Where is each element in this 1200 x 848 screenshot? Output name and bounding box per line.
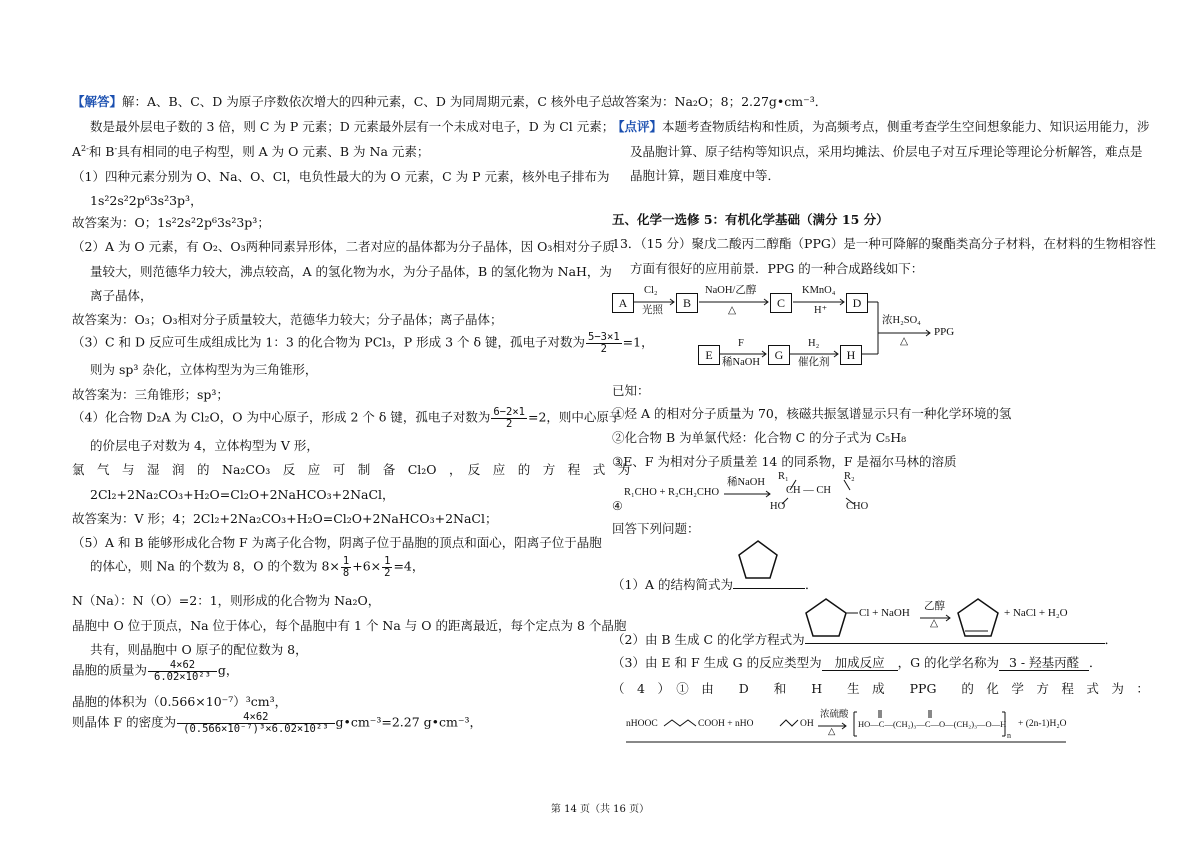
answer-line-24 (72, 660, 238, 682)
compound-h-box: H (840, 345, 862, 365)
answer-line-14 (72, 407, 621, 429)
text: 和 B (88, 144, 115, 159)
text: （1）A 的结构简式为 (612, 577, 733, 592)
section-heading: 五、化学一选修 5：有机化学基础（满分 15 分） (612, 212, 889, 227)
compound-e-box: E (698, 345, 720, 365)
page-footer: 第 14 页（共 16 页） (550, 804, 650, 815)
text: +6× (352, 558, 382, 574)
answer-line-23: 共有，则晶胞中 O 原子的配位数为 8， (90, 642, 308, 657)
text: =4， (393, 558, 425, 574)
answer-line-25: 晶胞的体积为（0.566×10⁻⁷）³cm³， (72, 694, 288, 709)
fraction-den: 2 (384, 566, 391, 579)
fraction-num: 4×62 (148, 660, 217, 672)
compound-b-box: B (676, 293, 698, 313)
answer-line-5: 1s²2s²2p⁶3s²3p³， (90, 193, 203, 208)
answer-line-22: 晶胞中 O 位于顶点，Na 位于体心，每个晶胞中有 1 个 Na 与 O 的距离最近，每个定点为 8 个晶胞 (72, 618, 627, 633)
text: ． (1104, 632, 1118, 647)
known-4-reactants: R₁CHO + R₂CH₂CHO (624, 487, 720, 498)
known-1: ①烃 A 的相对分子质量为 70，核磁共振氢谱显示只有一种化学环境的氢 (612, 406, 1012, 421)
cond-bc-bot: △ (728, 305, 737, 316)
text: ． (1089, 655, 1102, 670)
text: ． (804, 577, 818, 592)
text: =1， (622, 334, 654, 350)
compound-g-box: G (768, 345, 790, 365)
questions-heading: 回答下列问题： (612, 521, 700, 536)
equation-4-cond-top: 浓硫酸 (820, 710, 849, 720)
answer-line-13: 故答案为：三角锥形；sp³； (72, 387, 229, 402)
cond-bc-top: NaOH/乙醇 (705, 285, 757, 296)
answer-line-19: （5）A 和 B 能够形成化合物 F 为离子化合物，阴离子位于晶胞的顶点和面心，阳离子位于晶胞 (72, 535, 602, 550)
cond-ppg-top: 浓H₂SO₄ (882, 315, 921, 326)
fraction-den: (0.566×10⁻⁷)³×6.02×10²³ (183, 722, 329, 735)
text: 本题考查物质结构和性质，为高频考点，侧重考查学生空间想象能力、知识运用能力，涉 (662, 119, 1150, 134)
fraction-den: 8 (342, 566, 350, 579)
answer-line-20 (90, 556, 424, 578)
equation-4-lhs-1: nHOOC (626, 719, 658, 729)
answer-line-21: N（Na）：N（O）=2：1，则形成的化合物为 Na₂O， (72, 593, 381, 608)
text: （2）由 B 生成 C 的化学方程式为 (612, 632, 805, 647)
answer-line-8: 量较大，则范德华力较大，沸点较高，A 的氢化物为水，为分子晶体，B 的氢化物为 NaH，为 (90, 264, 612, 279)
answer-line-26 (72, 712, 482, 734)
equation-2-cond-top: 乙醇 (924, 601, 945, 612)
text: g•cm⁻³=2.27 g•cm⁻³， (335, 714, 482, 730)
equation-2-cond-bot: △ (930, 618, 939, 629)
answer-line-2: 数是最外层电子数的 3 倍，则 C 为 P 元素；D 元素最外层有一个未成对电子，D 为 Cl 元素； (90, 119, 615, 134)
answer-line-1 (72, 96, 613, 109)
question-13-line-1: 13．（15 分）聚戊二酸丙二醇酯（PPG）是一种可降解的聚酯类高分子材料，在材料的生物相容性 (612, 236, 1156, 251)
equation-2-reactants: Cl + NaOH (859, 607, 910, 619)
product-ppg: PPG (934, 326, 955, 338)
cond-ab-top: Cl₂ (644, 285, 658, 296)
known-heading: 已知： (612, 383, 650, 398)
equation-4-n: n (1007, 731, 1011, 740)
fraction-num: 4×62 (177, 712, 334, 724)
comment-tag: 【点评】 (612, 119, 663, 134)
fraction-num: 1 (384, 555, 391, 567)
cond-eg-bot: 稀NaOH (722, 357, 760, 368)
answer-tag: 【解答】 (72, 94, 123, 109)
answer-line-18: 故答案为：V 形；4；2Cl₂+2Na₂CO₃+H₂O=Cl₂O+2NaHCO₃+2NaCl； (72, 511, 498, 526)
cond-cd-bot: H⁺ (814, 305, 828, 316)
equation-4-lhs-2: COOH + nHO (698, 719, 754, 729)
answer-3-blank-2: 3 - 羟基丙醛 (999, 657, 1089, 671)
known-4-r1: R₁ (778, 471, 789, 482)
text: - (114, 143, 118, 153)
fraction (382, 556, 392, 578)
answer-line-3 (72, 143, 430, 159)
question-3 (612, 657, 1102, 671)
text: 具有相同的电子构型，则 A 为 O 元素、B 为 Na 元素； (117, 144, 430, 159)
text: g， (217, 662, 239, 678)
cond-gh-bot: 催化剂 (798, 357, 830, 368)
text: （3）由 E 和 F 生成 G 的反应类型为 (612, 655, 822, 670)
answer-line-17: 2Cl₂+2Na₂CO₃+H₂O=Cl₂O+2NaHCO₃+2NaCl， (90, 487, 395, 502)
fraction (341, 556, 351, 578)
fraction-num: 6−2×1 (493, 406, 525, 418)
fraction-num: 5−3×1 (588, 331, 620, 343)
synthesis-scheme (610, 282, 960, 374)
cond-gh-top: H₂ (808, 338, 820, 349)
question-13-line-2: 方面有很好的应用前景．PPG 的一种合成路线如下： (630, 261, 924, 276)
known-4-r2: R₂ (844, 471, 855, 482)
equation-2 (800, 596, 1090, 640)
text: =2，则中心原子 (527, 409, 622, 425)
equation-4-polymer: HO—C—(CH₂)₃—C—O—(CH₂)₃—O—H (858, 719, 1007, 729)
cond-cd-top: KMnO₄ (802, 285, 836, 296)
known-4-marker: ④ (612, 499, 623, 513)
known-4-condition: 稀NaOH (727, 477, 765, 488)
known-4-cho: CHO (846, 501, 869, 512)
text: 解：A、B、C、D 为原子序数依次增大的四种元素，C、D 为同周期元素，C 核外电子总 (122, 94, 614, 109)
equation-4-water: + (2n-1)H₂O (1018, 719, 1067, 729)
text: 则晶体 F 的密度为 (72, 714, 177, 730)
answer-line-4: （1）四种元素分别为 O、Na、O、Cl，电负性最大的为 O 元素，C 为 P 元素，核外电子排布为 (72, 169, 610, 184)
equation-4-lhs-3: OH (800, 719, 814, 729)
known-4-ho: HO (770, 501, 786, 512)
answer-line-11 (72, 332, 654, 354)
comment-line-3: 晶胞计算，题目难度中等． (630, 168, 781, 183)
comment-line-1 (612, 121, 1150, 134)
text: A (72, 144, 82, 159)
text: 晶胞的质量为 (72, 662, 148, 678)
fraction (148, 660, 217, 682)
compound-a-box: A (612, 293, 634, 313)
answer-line-12: 则为 sp³ 杂化，立体构型为为三角锥形， (90, 362, 318, 377)
fraction-den: 2 (506, 417, 513, 430)
fraction-num: 1 (342, 555, 350, 567)
equation-4 (626, 706, 1066, 746)
text: 的体心，则 Na 的个数为 8，O 的个数为 8× (90, 558, 340, 574)
cond-eg-top: F (738, 338, 744, 349)
answer-line-15: 的价层电子对数为 4，立体构型为 V 形， (90, 438, 319, 453)
fraction (177, 712, 334, 734)
cyclopentane-structure (734, 536, 794, 588)
compound-c-box: C (770, 293, 792, 313)
known-3: ③E、F 为相对分子质量差 14 的同系物，F 是福尔马林的溶质 (612, 454, 957, 469)
answer-line-7: （2）A 为 O 元素，有 O₂、O₃两种同素异形体，二者对应的晶体都为分子晶体，因 O₃相对分子质 (72, 239, 615, 254)
comment-line-2: 及晶胞计算、原子结构等知识点，采用均摊法、价层电子对互斥理论等理论分析解答，难点是 (630, 144, 1143, 159)
question-4: （ 4 ） ① 由 D 和 H 生 成 PPG 的 化 学 方 程 式 为 ： (612, 681, 1149, 696)
known-2: ②化合物 B 为单氯代烃：化合物 C 的分子式为 C₅H₈ (612, 430, 907, 445)
answer-3-blank-1: 加成反应 (822, 657, 898, 671)
fraction (491, 407, 527, 429)
equation-4-cond-bot: △ (828, 727, 836, 737)
known-4-chain: CH — CH (786, 485, 831, 496)
known-4-reaction (610, 472, 880, 518)
text: ，G 的化学名称为 (897, 655, 1000, 670)
fraction-den: 6.02×10²³ (154, 670, 211, 683)
text: （3）C 和 D 反应可生成组成比为 1：3 的化合物为 PCl₃，P 形成 3 个 δ 键，孤电子对数为 (72, 334, 586, 350)
answer-final: 故答案为：Na₂O；8；2.27g•cm⁻³． (612, 94, 828, 109)
answer-line-9: 离子晶体， (90, 288, 153, 303)
text: （4）化合物 D₂A 为 Cl₂O，O 为中心原子，形成 2 个 δ 键，孤电子对数为 (72, 409, 491, 425)
cond-ppg-bot: △ (900, 336, 909, 347)
answer-line-6: 故答案为：O；1s²2s²2p⁶3s²3p³； (72, 215, 270, 230)
answer-line-10: 故答案为：O₃；O₃相对分子质量较大，范德华力较大；分子晶体；离子晶体； (72, 312, 503, 327)
equation-2-products: + NaCl + H₂O (1004, 607, 1068, 619)
fraction-den: 2 (600, 342, 607, 355)
compound-d-box: D (846, 293, 868, 313)
answer-line-16: 氯 气 与 湿 润 的 Na₂CO₃ 反 应 可 制 备 Cl₂O ， 反 应 的 方 程 式 为 (72, 462, 631, 477)
cond-ab-bot: 光照 (642, 305, 663, 316)
text: 2- (81, 143, 89, 153)
